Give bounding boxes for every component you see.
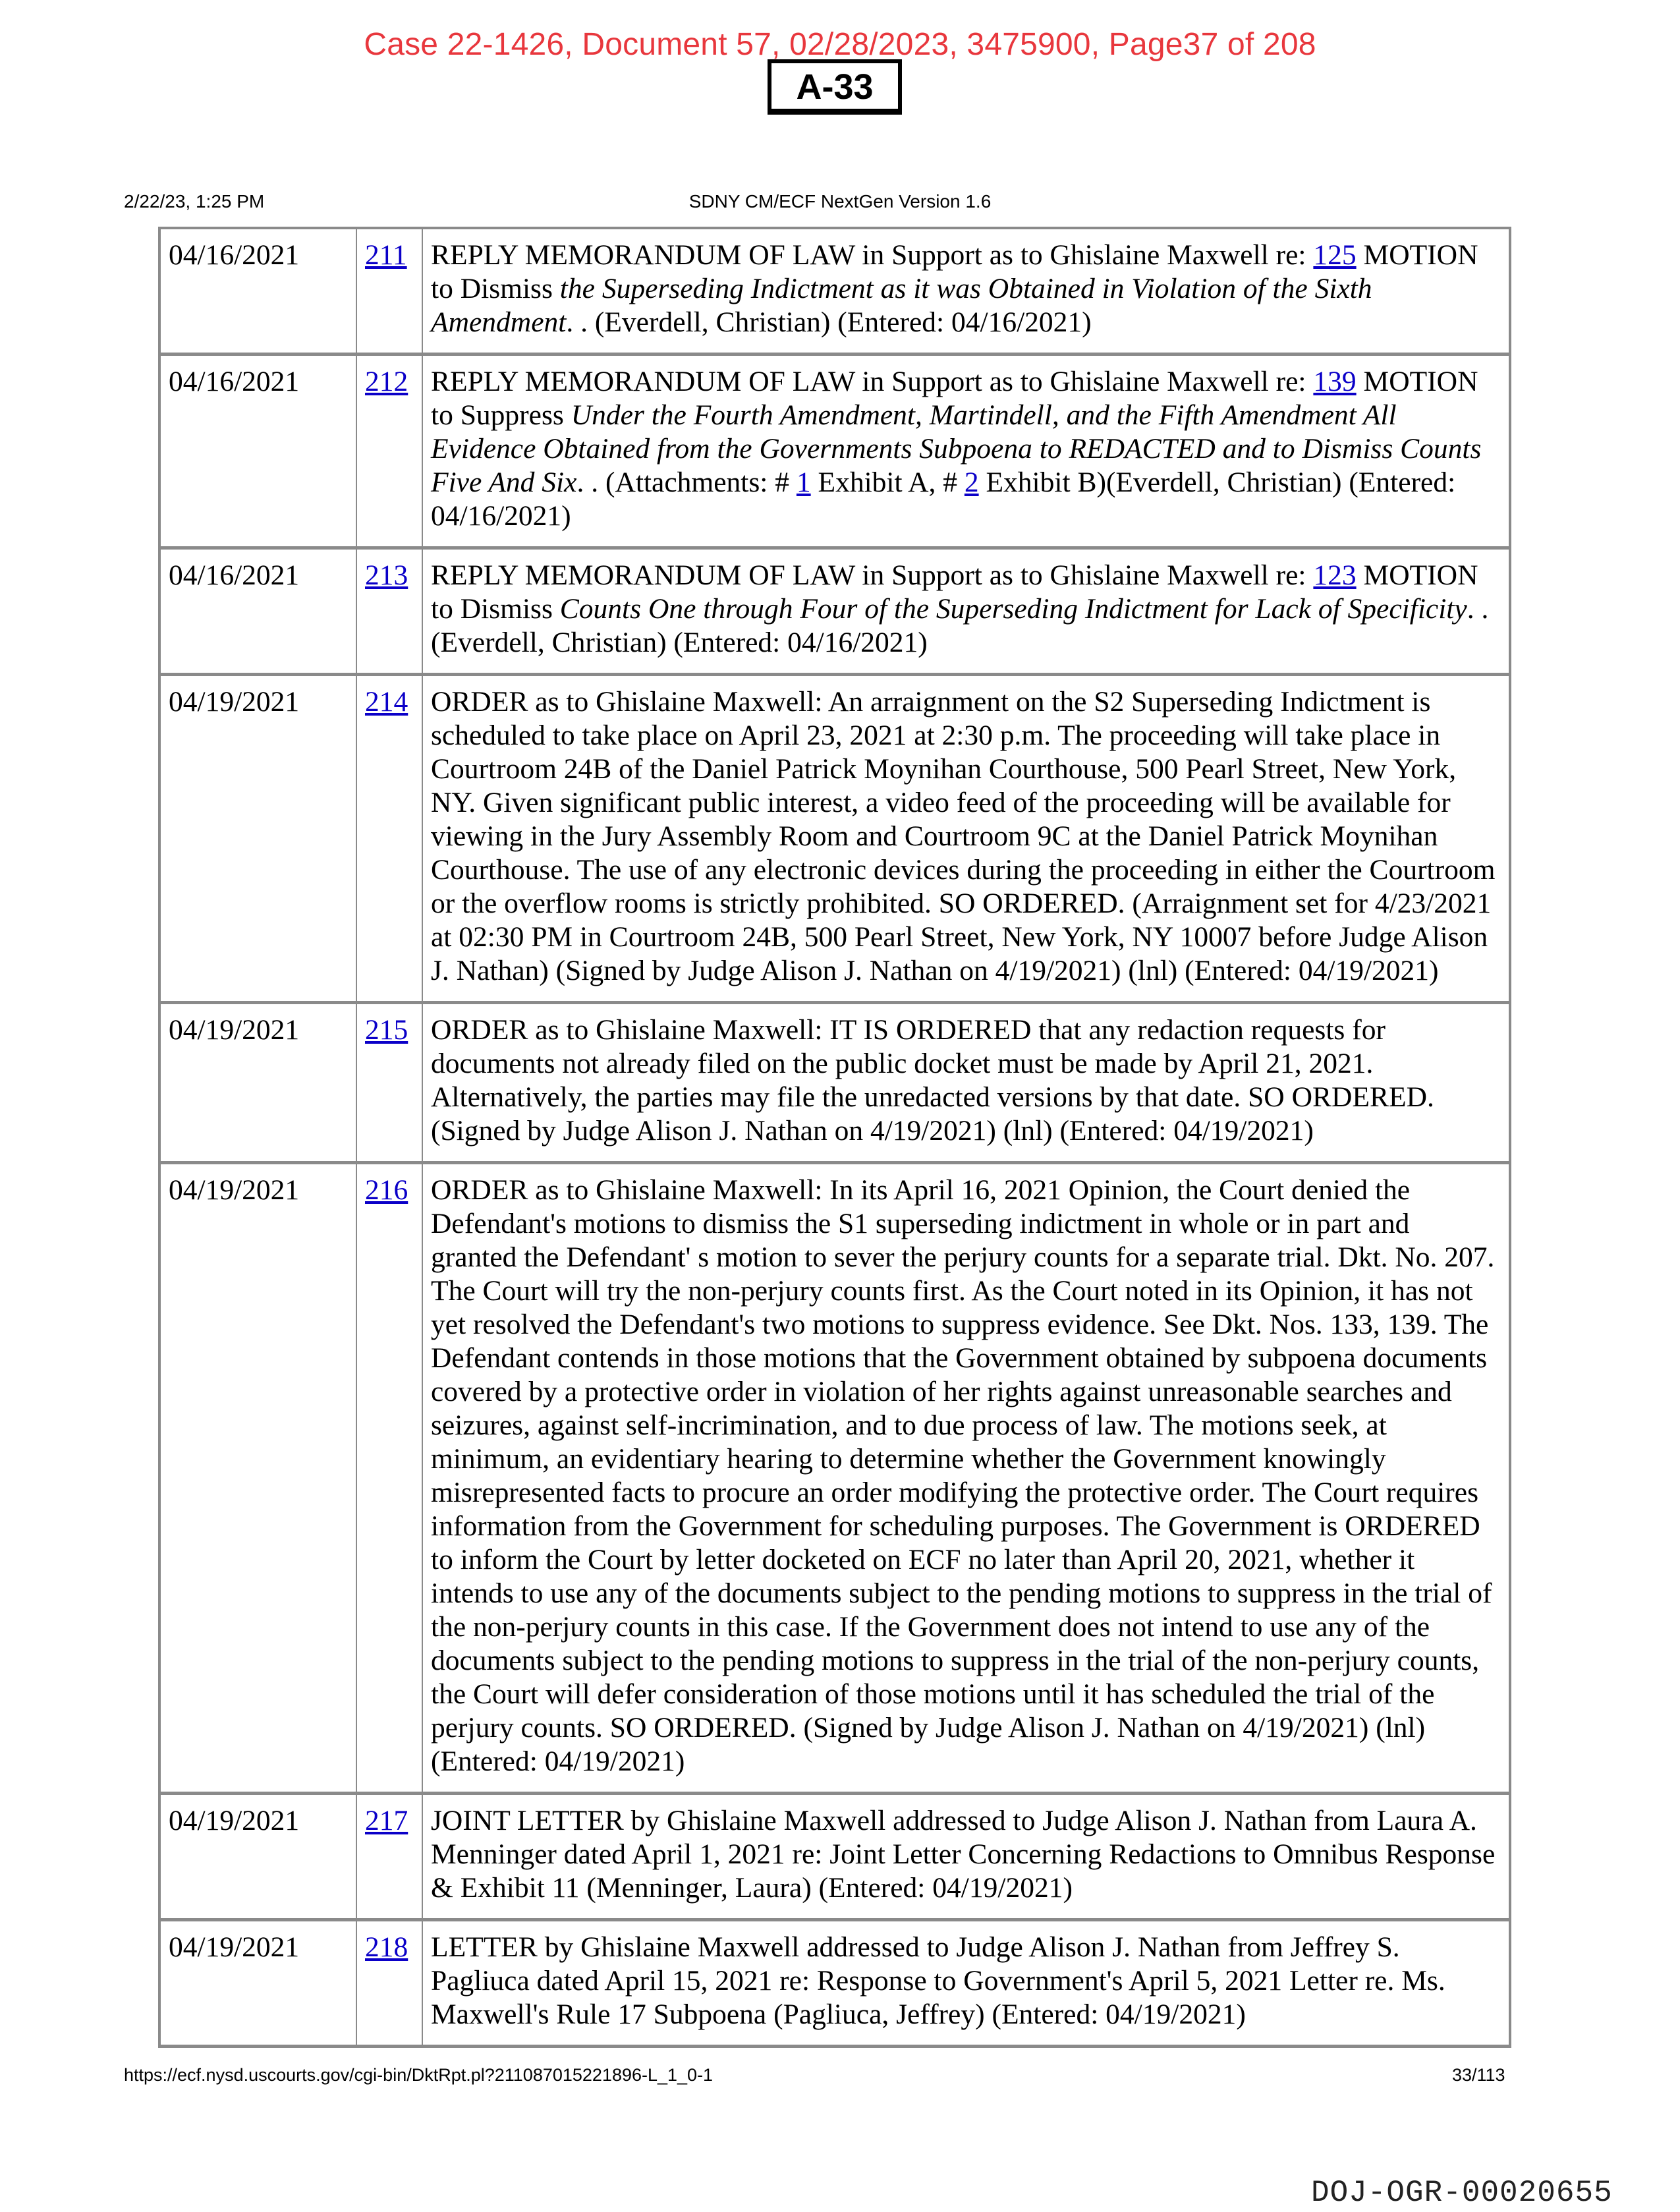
entry-date: 04/19/2021 <box>159 1163 356 1794</box>
entry-docket-text <box>422 1794 1510 1920</box>
docket-text-segment: ORDER as to Ghislaine Maxwell: An arraignment on the S2 Superseding Indictment is scheduled to take place on April 23, 2021 at 2:30 p.m. The proceeding will take place in Courtroom 24B of the Daniel Patrick Moynihan Courthouse, 500 Pearl Street, New York, NY. Given significant public interest, a video feed of the proceeding will be available for viewing in the Jury Assembly Room and Courtroom 9C at the Daniel Patrick Moynihan Courthouse. The use of any electronic devices during the proceeding in either the Courtroom or the overflow rooms is strictly prohibited. SO ORDERED. (Arraignment set for 4/23/2021 at 02:30 PM in Courtroom 24B, 500 Pearl Street, New York, NY 10007 before Judge Alison J. Nathan) (Signed by Judge Alison J. Nathan on 4/19/2021) (lnl) (Entered: 04/19/2021) <box>431 686 1496 986</box>
motion-title-italic: Under the Fourth Amendment, Martindell, and the Fifth Amendment All Evidence Obtained from the Governments Subpoena to REDACTED and to Dismiss Counts Five And Six <box>431 399 1482 498</box>
entry-docket-text <box>422 354 1510 548</box>
referenced-document-link[interactable]: 123 <box>1313 559 1357 591</box>
bates-number: DOJ-OGR-00020655 <box>1311 2176 1613 2210</box>
docket-entry-row <box>159 1003 1510 1163</box>
motion-title-italic: Counts One through Four of the Superseding Indictment for Lack of Specificity <box>559 593 1467 625</box>
entry-date: 04/19/2021 <box>159 675 356 1003</box>
print-title: SDNY CM/ECF NextGen Version 1.6 <box>688 191 992 212</box>
docket-text-segment: REPLY MEMORANDUM OF LAW in Support as to Ghislaine Maxwell re: <box>431 366 1314 397</box>
entry-number-link[interactable]: 217 <box>365 1805 408 1836</box>
docket-entry-row <box>159 675 1510 1003</box>
docket-entry-row <box>159 228 1510 354</box>
entry-number-cell <box>356 1163 422 1794</box>
entry-docket-text <box>422 1003 1510 1163</box>
entry-docket-text <box>422 228 1510 354</box>
docket-text-segment: . . (Attachments: # <box>576 467 797 498</box>
docket-text-segment: REPLY MEMORANDUM OF LAW in Support as to Ghislaine Maxwell re: <box>431 239 1314 271</box>
entry-docket-text <box>422 1920 1510 2047</box>
docket-entry-row <box>159 1163 1510 1794</box>
docket-text-segment: MOTION to Suppress <box>431 366 1478 431</box>
entry-date: 04/16/2021 <box>159 228 356 354</box>
entry-number-link[interactable]: 218 <box>365 1931 408 1963</box>
docket-text-segment: MOTION to Dismiss <box>431 559 1478 625</box>
motion-title-italic: the Superseding Indictment as it was Obtained in Violation of the Sixth Amendment <box>431 273 1372 338</box>
docket-entry-row <box>159 1794 1510 1920</box>
entry-date: 04/19/2021 <box>159 1794 356 1920</box>
entry-docket-text <box>422 675 1510 1003</box>
entry-number-link[interactable]: 216 <box>365 1174 408 1206</box>
docket-entry-row <box>159 1920 1510 2047</box>
docket-entry-row <box>159 354 1510 548</box>
entry-number-cell <box>356 1003 422 1163</box>
referenced-document-link[interactable]: 125 <box>1313 239 1357 271</box>
docket-text-segment: REPLY MEMORANDUM OF LAW in Support as to Ghislaine Maxwell re: <box>431 559 1314 591</box>
referenced-document-link[interactable]: 2 <box>964 467 979 498</box>
docket-table-body <box>159 228 1510 2047</box>
entry-number-link[interactable]: 212 <box>365 366 408 397</box>
entry-number-cell <box>356 675 422 1003</box>
docket-text-segment: . . (Everdell, Christian) (Entered: 04/16/2021) <box>431 593 1489 658</box>
docket-text-segment: . . (Everdell, Christian) (Entered: 04/16/2021) <box>566 306 1092 338</box>
case-header-stamp: Case 22-1426, Document 57, 02/28/2023, 3475900, Page37 of 208 <box>364 27 1316 62</box>
entry-date: 04/16/2021 <box>159 354 356 548</box>
docket-text-segment: JOINT LETTER by Ghislaine Maxwell addressed to Judge Alison J. Nathan from Laura A. Menninger dated April 1, 2021 re: Joint Letter Concerning Redactions to Omnibus Response & Exhibit 11 (Menninger, Laura) (Entered: 04/19/2021) <box>431 1805 1496 1904</box>
docket-text-segment: Exhibit A, # <box>810 467 965 498</box>
entry-number-link[interactable]: 214 <box>365 686 408 718</box>
entry-number-cell <box>356 228 422 354</box>
entry-number-link[interactable]: 213 <box>365 559 408 591</box>
print-footer-url: https://ecf.nysd.uscourts.gov/cgi-bin/DktRpt.pl?211087015221896-L_1_0-1 <box>124 2065 714 2085</box>
entry-docket-text <box>422 548 1510 675</box>
entry-date: 04/19/2021 <box>159 1003 356 1163</box>
docket-text-segment: LETTER by Ghislaine Maxwell addressed to Judge Alison J. Nathan from Jeffrey S. Pagliuca dated April 15, 2021 re: Response to Government's April 5, 2021 Letter re. Ms. Maxwell's Rule 17 Subpoena (Pagliuca, Jeffrey) (Entered: 04/19/2021) <box>431 1931 1445 2030</box>
entry-number-cell <box>356 1920 422 2047</box>
entry-number-cell <box>356 548 422 675</box>
referenced-document-link[interactable]: 139 <box>1313 366 1357 397</box>
docket-table <box>158 227 1511 2048</box>
entry-number-cell <box>356 354 422 548</box>
entry-number-cell <box>356 1794 422 1920</box>
print-datetime: 2/22/23, 1:25 PM <box>124 191 265 212</box>
exhibit-label-box: A-33 <box>768 59 902 115</box>
entry-date: 04/19/2021 <box>159 1920 356 2047</box>
print-footer-page-number: 33/113 <box>1452 2065 1505 2085</box>
docket-text-segment: ORDER as to Ghislaine Maxwell: IT IS ORDERED that any redaction requests for documents not already filed on the public docket must be made by April 21, 2021. Alternatively, the parties may file the unredacted versions by that date. SO ORDERED. (Signed by Judge Alison J. Nathan on 4/19/2021) (lnl) (Entered: 04/19/2021) <box>431 1014 1434 1147</box>
docket-text-segment: ORDER as to Ghislaine Maxwell: In its April 16, 2021 Opinion, the Court denied the Defendant's motions to dismiss the S1 superseding indictment in whole or in part and granted the Defendant' s motion to sever the perjury counts for a separate trial. Dkt. No. 207. The Court will try the non-perjury counts first. As the Court noted in its Opinion, it has not yet resolved the Defendant's two motions to suppress evidence. See Dkt. Nos. 133, 139. The Defendant contends in those motions that the Government obtained by subpoena documents covered by a protective order in violation of her rights against unreasonable searches and seizures, against self-incrimination, and to due process of law. The motions seek, at minimum, an evidentiary hearing to determine whether the Government knowingly misrepresented facts to procure an order modifying the protective order. The Court requires information from the Government for scheduling purposes. The Government is ORDERED to inform the Court by letter docketed on ECF no later than April 20, 2021, whether it intends to use any of the documents subject to the pending motions to suppress in the trial of the non-perjury counts in this case. If the Government does not intend to use any of the documents subject to the pending motions to suppress in the trial of the non-perjury counts, the Court will defer consideration of those motions until it has scheduled the trial of the perjury counts. SO ORDERED. (Signed by Judge Alison J. Nathan on 4/19/2021) (lnl) (Entered: 04/19/2021) <box>431 1174 1495 1777</box>
referenced-document-link[interactable]: 1 <box>796 467 811 498</box>
entry-docket-text <box>422 1163 1510 1794</box>
entry-number-link[interactable]: 211 <box>365 239 407 271</box>
docket-text-segment: MOTION to Dismiss <box>431 239 1478 304</box>
docket-text-segment: Exhibit B)(Everdell, Christian) (Entered: 04/16/2021) <box>431 467 1456 532</box>
docket-entry-row <box>159 548 1510 675</box>
entry-date: 04/16/2021 <box>159 548 356 675</box>
entry-number-link[interactable]: 215 <box>365 1014 408 1046</box>
